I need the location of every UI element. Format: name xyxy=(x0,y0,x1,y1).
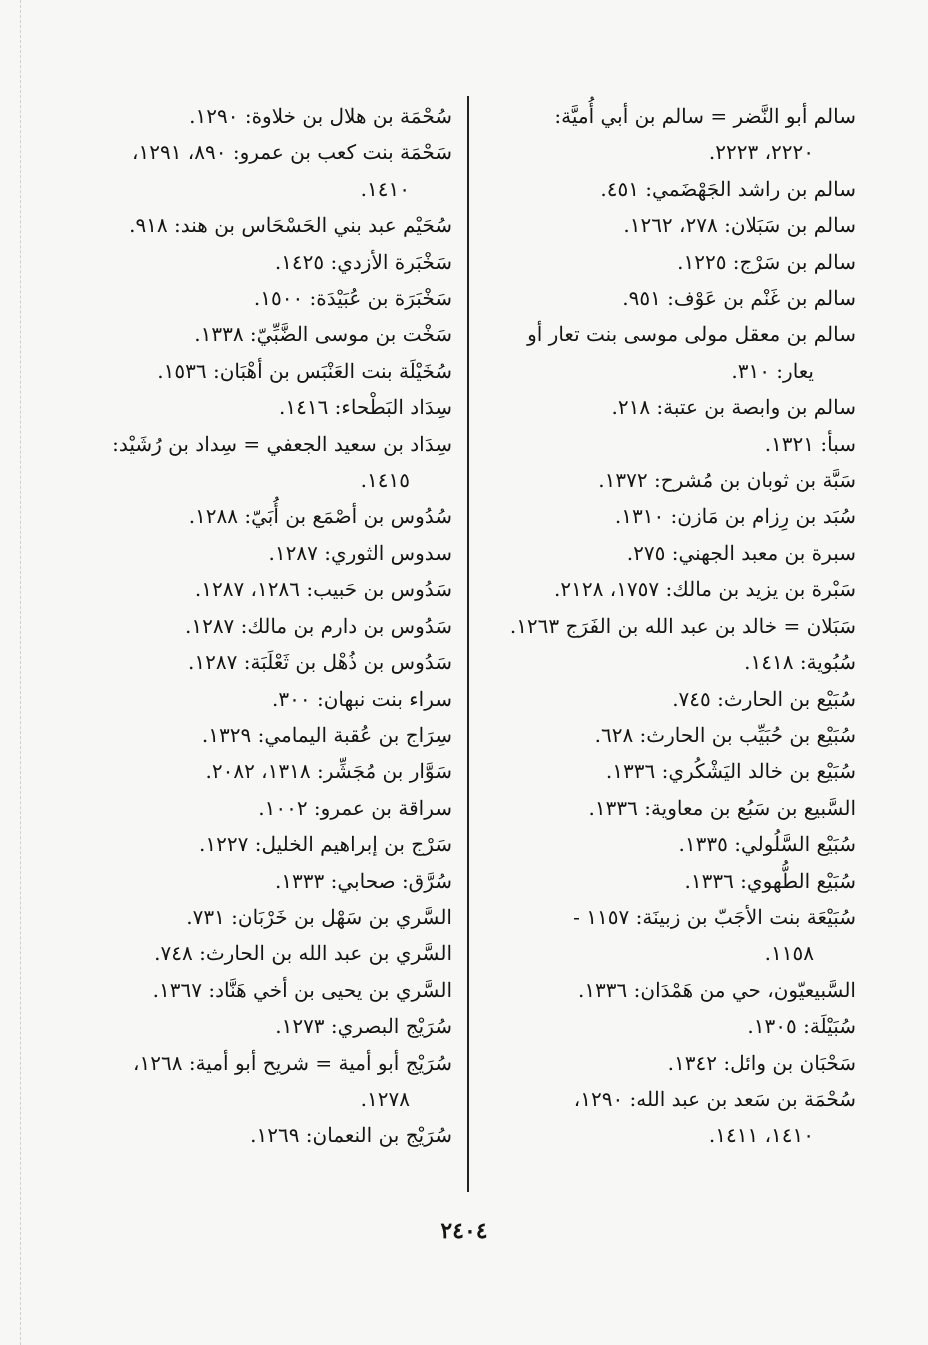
index-entry: سُرَيْج بن النعمان: ١٢٦٩. xyxy=(250,1123,452,1148)
index-entry-continuation: ٢٢٢٠، ٢٢٢٣. xyxy=(708,140,814,165)
index-entry: السَّري بن يحيى بن أخي هَنَّاد: ١٣٦٧. xyxy=(152,977,452,1002)
index-entry: سَرْج بن إبراهيم الخليل: ١٢٢٧. xyxy=(199,832,452,857)
index-entry: سُبَيْع السَّلُولي: ١٣٣٥. xyxy=(678,832,856,857)
index-entry: سبرة بن معبد الجهني: ٢٧٥. xyxy=(626,540,856,565)
index-entry: سَخْت بن موسى الضَّبِّيّ: ١٣٣٨. xyxy=(194,322,452,347)
index-entry: سدوس الثوري: ١٢٨٧. xyxy=(268,540,452,565)
index-entry: سالم بن سَرْج: ١٢٢٥. xyxy=(677,249,856,274)
index-entry: سَبَلان = خالد بن عبد الله بن الفَرَج ١٢٦٣. xyxy=(509,613,856,638)
index-entry: سَحْبَان بن وائل: ١٣٤٢. xyxy=(667,1050,856,1075)
index-entry: سالم أبو النَّضر = سالم بن أبي أُميَّة: xyxy=(554,104,856,128)
index-entry: سَدُوس بن ذُهْل بن ثَعْلَبَة: ١٢٨٧. xyxy=(188,650,452,675)
index-entry: سُبُوية: ١٤١٨. xyxy=(744,650,856,675)
index-entry: سراء بنت نبهان: ٣٠٠. xyxy=(272,686,452,711)
index-entry: السَّري بن عبد الله بن الحارث: ٧٤٨. xyxy=(154,941,452,966)
index-entry: سُدُوس بن أصْمَع بن أُبَيّ: ١٢٨٨. xyxy=(188,504,452,529)
index-entry: سِدَاد بن سعيد الجعفي = سِداد بن رُشَيْد: xyxy=(112,431,452,456)
index-entry: سُبَيْع بن خالد اليَشْكُري: ١٣٣٦. xyxy=(605,759,856,784)
index-entry-continuation: ١٤١٠. xyxy=(360,176,410,201)
index-entry: سالم بن راشد الجَهْضَمي: ٤٥١. xyxy=(600,176,856,201)
index-entry: سُبَيْع الطُّهوي: ١٣٣٦. xyxy=(684,868,856,893)
index-entry: السَّبيع بن سَبُع بن معاوية: ١٣٣٦. xyxy=(588,795,856,820)
index-entry-continuation: يعار: ٣١٠. xyxy=(731,358,814,383)
index-entry: سِدَاد البَطْحاء: ١٤١٦. xyxy=(279,395,452,420)
index-entry: سبأ: ١٣٢١. xyxy=(764,431,856,456)
index-entry: سُحْمَة بن هلال بن خلاوة: ١٢٩٠. xyxy=(189,104,452,128)
index-entry: سُخَيْلَة بنت العَنْبَس بن أهْبَان: ١٥٣٦. xyxy=(157,358,452,383)
right-index-column xyxy=(466,98,856,1154)
index-entry: سُبَيْعَة بنت الأجَبّ بن زبينَة: ١١٥٧ - xyxy=(573,904,856,929)
index-entry-continuation: ١٢٧٨. xyxy=(360,1086,410,1111)
left-index-column xyxy=(72,98,452,1154)
index-entry: سراقة بن عمرو: ١٠٠٢. xyxy=(258,795,452,820)
index-entry: السَّبيعيّون، حي من هَمْدَان: ١٣٣٦. xyxy=(577,977,856,1002)
index-entry: سُحَيْم عبد بني الحَسْحَاس بن هند: ٩١٨. xyxy=(129,213,452,238)
index-entry: سالم بن سَبَلان: ٢٧٨، ١٢٦٢. xyxy=(623,213,856,238)
index-entry-continuation: ١١٥٨. xyxy=(764,941,814,966)
index-entry: سَوَّار بن مُجَشِّر: ١٣١٨، ٢٠٨٢. xyxy=(205,759,452,784)
scan-edge-line xyxy=(20,0,22,1345)
index-entry: سَدُوس بن حَبيب: ١٢٨٦، ١٢٨٧. xyxy=(194,577,452,602)
page-number: ٢٤٠٤ xyxy=(440,1218,488,1244)
index-entry: سُرَّق: صحابي: ١٣٣٣. xyxy=(274,868,452,893)
index-entry-continuation: ١٤١٥. xyxy=(360,468,410,493)
index-entry: سُرَيْج أبو أمية = شريح أبو أمية: ١٢٦٨، xyxy=(133,1050,452,1075)
index-entry: سالم بن معقل مولى موسى بنت تعار أو xyxy=(527,322,856,347)
index-entry: سَحْمَة بنت كعب بن عمرو: ٨٩٠، ١٢٩١، xyxy=(132,140,452,165)
index-entry: السَّري بن سَهْل بن خَرْبَان: ٧٣١. xyxy=(186,904,452,929)
index-entry: سُبَيْع بن الحارث: ٧٤٥. xyxy=(672,686,856,711)
index-entry: سَخْبَرَة بن عُبَيْدَة: ١٥٠٠. xyxy=(253,286,452,311)
column-divider xyxy=(467,96,469,1192)
index-entry-continuation: ١٤١٠، ١٤١١. xyxy=(708,1123,814,1148)
index-entry: سُبَد بن رِزام بن مَازن: ١٣١٠. xyxy=(614,504,856,529)
index-entry: سَبَّة بن ثوبان بن مُشرح: ١٣٧٢. xyxy=(598,468,856,493)
index-entry: سالم بن غَنْم بن عَوْف: ٩٥١. xyxy=(622,286,856,311)
index-entry: سُبَيْع بن حُبَيِّب بن الحارث: ٦٢٨. xyxy=(594,722,856,747)
index-entry: سُرَيْج البصري: ١٢٧٣. xyxy=(275,1014,452,1039)
index-entry: سَبْرة بن يزيد بن مالك: ١٧٥٧، ٢١٢٨. xyxy=(554,577,856,602)
index-entry: سَخْبَرة الأزدي: ١٤٢٥. xyxy=(274,249,452,274)
index-entry: سالم بن وابصة بن عتبة: ٢١٨. xyxy=(611,395,856,420)
index-entry: سَدُوس بن دارم بن مالك: ١٢٨٧. xyxy=(184,613,452,638)
index-entry: سُحْمَة بن سَعد بن عبد الله: ١٢٩٠، xyxy=(573,1086,856,1111)
index-entry: سُبَيْلَة: ١٣٠٥. xyxy=(747,1014,856,1039)
index-entry: سِرَاج بن عُقبة اليمامي: ١٣٢٩. xyxy=(201,722,452,747)
